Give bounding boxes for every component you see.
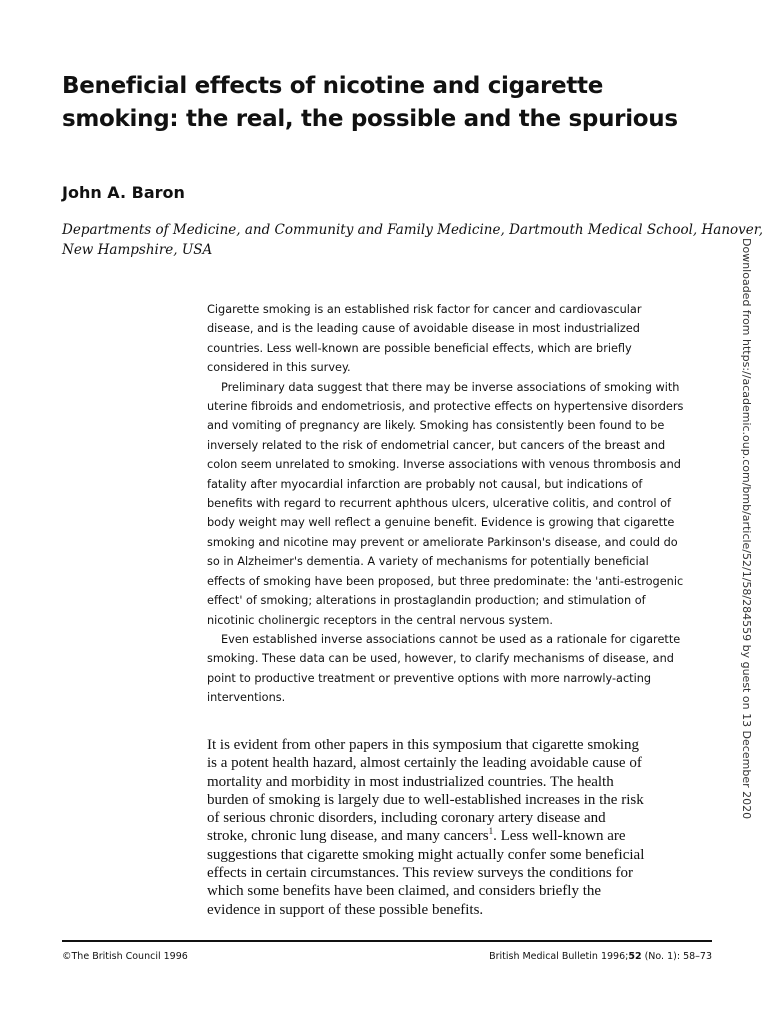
- body-paragraph: [207, 736, 712, 919]
- body-line-text: stroke, chronic lung disease, and many cancers: [207, 828, 489, 845]
- download-watermark: Downloaded from https://academic.oup.com/bmb/article/52/1/58/284559 by guest on 13 December 2020: [740, 238, 753, 820]
- abstract-line: fatality after myocardial infarction are probably not causal, but indications of: [207, 477, 643, 491]
- abstract-line: smoking and nicotine may prevent or ameliorate Parkinson's disease, and could do: [207, 535, 678, 549]
- author-affiliation: [62, 220, 764, 260]
- author-name: John A. Baron: [62, 183, 185, 202]
- abstract-line: effects of smoking have been proposed, but three predominate: the 'anti-estrogenic: [207, 574, 684, 588]
- abstract-line: nicotinic cholinergic receptors in the central nervous system.: [207, 613, 553, 627]
- body-line-with-reference: [207, 827, 712, 845]
- article-title: [62, 70, 702, 136]
- body-line: which some benefits have been claimed, and considers briefly the: [207, 883, 602, 900]
- abstract-line: smoking. These data can be used, however, to clarify mechanisms of disease, and: [207, 652, 674, 666]
- abstract-line: disease, and is the leading cause of avoidable disease in most industrialized: [207, 322, 640, 336]
- abstract-line: Even established inverse associations cannot be used as a rationale for cigarette: [221, 632, 681, 646]
- abstract-line: considered in this survey.: [207, 361, 351, 375]
- title-line: Beneficial effects of nicotine and cigarette: [62, 73, 604, 99]
- abstract-line: benefits with regard to recurrent aphthous ulcers, ulcerative colitis, and control of: [207, 497, 671, 511]
- affiliation-line: Departments of Medicine, and Community and Family Medicine, Dartmouth Medical School, Hanover,: [62, 222, 764, 238]
- citation-volume: 52: [628, 951, 642, 962]
- abstract-line: colon seem unrelated to smoking. Inverse associations with venous thrombosis and: [207, 458, 681, 472]
- abstract-line: so in Alzheimer's dementia. A variety of mechanisms for potentially beneficial: [207, 555, 649, 569]
- body-line: evidence in support of these possible benefits.: [207, 901, 484, 918]
- body-line: burden of smoking is largely due to well-established increases in the risk: [207, 791, 644, 808]
- citation-suffix: (No. 1): 58–73: [641, 951, 712, 962]
- body-line: It is evident from other papers in this symposium that cigarette smoking: [207, 737, 640, 753]
- abstract-line: uterine fibroids and endometriosis, and protective effects on hypertensive disorders: [207, 400, 684, 414]
- abstract-line: countries. Less well-known are possible beneficial effects, which are briefly: [207, 341, 632, 355]
- body-line: effects in certain circumstances. This review surveys the conditions for: [207, 865, 633, 882]
- body-line: of serious chronic disorders, including coronary artery disease and: [207, 810, 606, 827]
- abstract-line: interventions.: [207, 691, 286, 705]
- body-line: mortality and morbidity in most industrialized countries. The health: [207, 773, 614, 790]
- abstract-line: body weight may well reflect a genuine benefit. Evidence is growing that cigarette: [207, 516, 675, 530]
- abstract-line: Preliminary data suggest that there may be inverse associations of smoking with: [221, 380, 680, 394]
- body-line-text: . Less well-known are: [493, 828, 626, 845]
- body-line: is a potent health hazard, almost certainly the leading avoidable cause of: [207, 755, 642, 772]
- body-line: suggestions that cigarette smoking might actually confer some beneficial: [207, 846, 645, 863]
- abstract-line: effect' of smoking; alterations in prostaglandin production; and stimulation of: [207, 594, 646, 608]
- abstract-line: inversely related to the risk of endometrial cancer, but cancers of the breast and: [207, 438, 666, 452]
- abstract-line: and vomiting of pregnancy are likely. Smoking has consistently been found to be: [207, 419, 665, 433]
- footer-divider: [62, 940, 712, 942]
- abstract-line: Cigarette smoking is an established risk factor for cancer and cardiovascular: [207, 303, 642, 316]
- citation-prefix: British Medical Bulletin 1996;: [489, 951, 629, 962]
- copyright-notice: ©The British Council 1996: [62, 951, 188, 962]
- title-line: smoking: the real, the possible and the spurious: [62, 106, 678, 132]
- abstract-line: point to productive treatment or preventive options with more narrowly-acting: [207, 671, 652, 685]
- reference-marker[interactable]: 1: [488, 826, 494, 837]
- affiliation-line: New Hampshire, USA: [62, 242, 213, 258]
- abstract: [207, 300, 712, 708]
- journal-citation: [489, 951, 712, 962]
